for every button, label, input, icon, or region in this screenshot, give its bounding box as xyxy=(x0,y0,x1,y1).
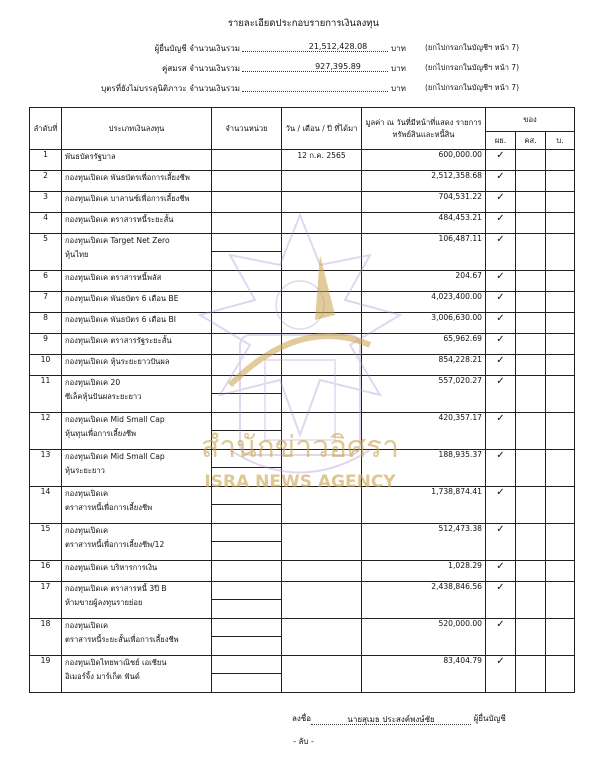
value-amount: 188,935.37 xyxy=(362,450,486,487)
investment-name xyxy=(62,561,212,582)
acquired-date xyxy=(282,292,362,313)
owner-declarant-check: ✓ xyxy=(486,292,516,313)
acquired-date xyxy=(282,561,362,582)
investment-name xyxy=(62,355,212,376)
signature-role: ผู้ยื่นบัญชี xyxy=(473,714,506,723)
table-row xyxy=(30,271,575,292)
acquired-date xyxy=(282,619,362,656)
owner-child-cell xyxy=(546,524,575,561)
value-amount: 65,962.69 xyxy=(362,334,486,355)
investment-name-line: กองทุนเปิดเค Mid Small Cap xyxy=(65,452,165,461)
owner-child-cell xyxy=(546,292,575,313)
owner-declarant-check: ✓ xyxy=(486,213,516,234)
investment-name-line: กองทุนเปิดเค ตราสารหนี้ 3ปี B xyxy=(65,584,167,593)
owner-spouse-cell xyxy=(516,487,546,524)
investment-name-line: กองทุนเปิดเค พันธบัตรเพื่อการเลี้ยงชีพ xyxy=(65,173,190,182)
investment-name xyxy=(62,524,212,561)
owner-child-cell xyxy=(546,487,575,524)
value-amount: 520,000.00 xyxy=(362,619,486,656)
investment-name-line: กองทุนเปิดเค พันธบัตร 6 เดือน BE xyxy=(65,294,179,303)
owner-spouse-cell xyxy=(516,234,546,271)
acquired-date xyxy=(282,171,362,192)
row-number: 7 xyxy=(30,292,62,313)
header-type: ประเภทเงินลงทุน xyxy=(62,108,212,150)
units-cell xyxy=(212,150,282,171)
investment-name xyxy=(62,313,212,334)
summary-dotted-line xyxy=(242,51,388,52)
investment-name-line: กองทุนเปิดเค บริหารการเงิน xyxy=(65,563,158,572)
row-number: 8 xyxy=(30,313,62,334)
value-amount: 2,438,846.56 xyxy=(362,582,486,619)
investment-name-line: กองทุนเปิดเค หุ้นระยะยาวปันผล xyxy=(65,357,170,366)
units-cell xyxy=(212,582,282,619)
value-amount: 484,453.21 xyxy=(362,213,486,234)
table-row xyxy=(30,313,575,334)
table-row xyxy=(30,450,575,487)
acquired-date xyxy=(282,334,362,355)
investment-table xyxy=(29,107,575,693)
units-cell xyxy=(212,524,282,561)
investment-name-line: ซีเล็คหุ้นปันผลระยะยาว xyxy=(65,392,142,402)
owner-child-cell xyxy=(546,234,575,271)
confidential-note: - ลับ - xyxy=(293,737,314,746)
value-amount: 83,404.79 xyxy=(362,656,486,693)
owner-child-cell xyxy=(546,561,575,582)
row-number: 17 xyxy=(30,582,62,619)
owner-child-cell xyxy=(546,150,575,171)
table-row xyxy=(30,487,575,524)
row-number: 18 xyxy=(30,619,62,656)
summary-line xyxy=(0,82,607,96)
acquired-date xyxy=(282,271,362,292)
table-row xyxy=(30,192,575,213)
row-number: 9 xyxy=(30,334,62,355)
investment-name xyxy=(62,413,212,450)
investment-name-line: กองทุนเปิดเค Target Net Zero xyxy=(65,236,170,245)
summary-label: บุตรที่ยังไม่บรรลุนิติภาวะ จำนวนเงินรวม xyxy=(101,84,240,93)
header-owner: ของ xyxy=(486,108,575,132)
investment-name-line: กองทุนเปิดเค Mid Small Cap xyxy=(65,415,165,424)
cell-divider xyxy=(212,541,281,542)
header-owner-child: บ. xyxy=(546,132,575,150)
owner-spouse-cell xyxy=(516,171,546,192)
owner-spouse-cell xyxy=(516,582,546,619)
summary-amount: 21,512,428.08 xyxy=(308,42,368,51)
value-amount: 557,020.27 xyxy=(362,376,486,413)
table-row xyxy=(30,413,575,450)
table-row xyxy=(30,656,575,693)
cell-divider xyxy=(212,251,281,252)
owner-child-cell xyxy=(546,334,575,355)
table-row xyxy=(30,171,575,192)
owner-spouse-cell xyxy=(516,355,546,376)
investment-name-line: กองทุนเปิดเค 20 xyxy=(65,378,121,387)
owner-child-cell xyxy=(546,171,575,192)
summary-dotted-line xyxy=(242,71,388,72)
owner-spouse-cell xyxy=(516,619,546,656)
summary-note: (ยกไปกรอกในบัญชีฯ หน้า 7) xyxy=(425,83,519,92)
investment-name xyxy=(62,192,212,213)
owner-spouse-cell xyxy=(516,376,546,413)
table-row xyxy=(30,234,575,271)
investment-name-line: หุ้นไทย xyxy=(65,250,89,260)
table-body xyxy=(30,150,575,693)
investment-name-line: อิเมอร์จิ้ง มาร์เก็ต ฟันด์ xyxy=(65,672,140,682)
investment-name xyxy=(62,213,212,234)
table-row xyxy=(30,582,575,619)
investment-name xyxy=(62,619,212,656)
owner-declarant-check: ✓ xyxy=(486,582,516,619)
owner-child-cell xyxy=(546,192,575,213)
investment-name-line: กองทุนเปิดเค ตราสารหนี้ระยะสั้น xyxy=(65,215,174,224)
signature-name: นายสุเมธ ประสงค์พงษ์ชัย xyxy=(311,713,471,725)
summary-dotted-line xyxy=(242,91,388,92)
header-value: มูลค่า ณ วันที่มีหน้าที่แสดง รายการทรัพย์สินและหนี้สิน xyxy=(362,108,486,150)
summary-label: คู่สมรส จำนวนเงินรวม xyxy=(161,64,240,73)
row-number: 10 xyxy=(30,355,62,376)
summary-line xyxy=(0,42,607,56)
units-cell xyxy=(212,619,282,656)
units-cell xyxy=(212,413,282,450)
row-number: 3 xyxy=(30,192,62,213)
investment-name-line: กองทุนเปิดเค ตราสารรัฐระยะสั้น xyxy=(65,336,172,345)
owner-declarant-check: ✓ xyxy=(486,524,516,561)
investment-name xyxy=(62,376,212,413)
acquired-date xyxy=(282,413,362,450)
watermark-thai-text: สำนักข่าวอิศรา xyxy=(200,430,400,465)
summary-unit: บาท xyxy=(391,84,406,93)
row-number: 6 xyxy=(30,271,62,292)
value-amount: 4,023,400.00 xyxy=(362,292,486,313)
table-row xyxy=(30,561,575,582)
acquired-date xyxy=(282,450,362,487)
value-amount: 3,006,630.00 xyxy=(362,313,486,334)
units-cell xyxy=(212,213,282,234)
owner-child-cell xyxy=(546,355,575,376)
acquired-date xyxy=(282,487,362,524)
table-row xyxy=(30,524,575,561)
cell-divider xyxy=(212,636,281,637)
value-amount: 204.67 xyxy=(362,271,486,292)
investment-name xyxy=(62,271,212,292)
owner-child-cell xyxy=(546,376,575,413)
row-number: 1 xyxy=(30,150,62,171)
row-number: 11 xyxy=(30,376,62,413)
units-cell xyxy=(212,292,282,313)
owner-spouse-cell xyxy=(516,524,546,561)
value-amount: 1,028.29 xyxy=(362,561,486,582)
row-number: 19 xyxy=(30,656,62,693)
owner-spouse-cell xyxy=(516,313,546,334)
units-cell xyxy=(212,171,282,192)
table-row xyxy=(30,150,575,171)
owner-spouse-cell xyxy=(516,213,546,234)
signature-line xyxy=(292,712,506,725)
investment-name xyxy=(62,334,212,355)
cell-divider xyxy=(212,504,281,505)
acquired-date xyxy=(282,582,362,619)
summary-label: ผู้ยื่นบัญชี จำนวนเงินรวม xyxy=(154,44,240,53)
owner-spouse-cell xyxy=(516,150,546,171)
summary-note: (ยกไปกรอกในบัญชีฯ หน้า 7) xyxy=(425,63,519,72)
owner-spouse-cell xyxy=(516,450,546,487)
investment-name-line: กองทุนเปิดเค xyxy=(65,526,109,535)
investment-name-line: กองทุนเปิดเค บาลานซ์เพื่อการเลี้ยงชีพ xyxy=(65,194,190,203)
owner-spouse-cell xyxy=(516,656,546,693)
value-amount: 704,531.22 xyxy=(362,192,486,213)
investment-name-line: พันธบัตรรัฐบาล xyxy=(65,152,116,161)
summary-line xyxy=(0,62,607,76)
owner-spouse-cell xyxy=(516,561,546,582)
value-amount: 106,487.11 xyxy=(362,234,486,271)
owner-spouse-cell xyxy=(516,334,546,355)
value-amount: 420,357.17 xyxy=(362,413,486,450)
acquired-date xyxy=(282,376,362,413)
header-owner-declarant: ผย. xyxy=(486,132,516,150)
investment-name xyxy=(62,234,212,271)
acquired-date xyxy=(282,234,362,271)
row-number: 13 xyxy=(30,450,62,487)
value-amount: 512,473.38 xyxy=(362,524,486,561)
table-row xyxy=(30,213,575,234)
value-amount: 2,512,358.68 xyxy=(362,171,486,192)
cell-divider xyxy=(212,393,281,394)
owner-declarant-check: ✓ xyxy=(486,561,516,582)
owner-declarant-check: ✓ xyxy=(486,171,516,192)
value-amount: 600,000.00 xyxy=(362,150,486,171)
owner-declarant-check: ✓ xyxy=(486,619,516,656)
table-row xyxy=(30,376,575,413)
owner-child-cell xyxy=(546,271,575,292)
investment-name-line: กองทุนเปิดเค พันธบัตร 6 เดือน BI xyxy=(65,315,176,324)
owner-spouse-cell xyxy=(516,271,546,292)
investment-name xyxy=(62,150,212,171)
summary-unit: บาท xyxy=(391,44,406,53)
row-number: 15 xyxy=(30,524,62,561)
investment-name xyxy=(62,292,212,313)
page-title: รายละเอียดประกอบรายการเงินลงทุน xyxy=(227,18,380,29)
acquired-date xyxy=(282,192,362,213)
value-amount: 854,228.21 xyxy=(362,355,486,376)
owner-child-cell xyxy=(546,450,575,487)
header-units: จำนวนหน่วย xyxy=(212,108,282,150)
units-cell xyxy=(212,376,282,413)
investment-name-line: หุ้นระยะยาว xyxy=(65,466,105,476)
row-number: 14 xyxy=(30,487,62,524)
investment-name-line: ตราสารหนี้เพื่อการเลี้ยงชีพ xyxy=(65,503,153,513)
units-cell xyxy=(212,192,282,213)
units-cell xyxy=(212,561,282,582)
owner-declarant-check: ✓ xyxy=(486,413,516,450)
owner-child-cell xyxy=(546,313,575,334)
investment-name-line: กองทุนเปิดเค xyxy=(65,489,109,498)
row-number: 5 xyxy=(30,234,62,271)
owner-declarant-check: ✓ xyxy=(486,271,516,292)
owner-declarant-check: ✓ xyxy=(486,313,516,334)
owner-declarant-check: ✓ xyxy=(486,376,516,413)
acquired-date xyxy=(282,656,362,693)
owner-child-cell xyxy=(546,413,575,450)
investment-name-line: กองทุนเปิดเค ตราสารหนี้พลัส xyxy=(65,273,162,282)
cell-divider xyxy=(212,673,281,674)
owner-child-cell xyxy=(546,582,575,619)
table-row xyxy=(30,619,575,656)
units-cell xyxy=(212,450,282,487)
owner-declarant-check: ✓ xyxy=(486,150,516,171)
owner-spouse-cell xyxy=(516,292,546,313)
investment-name xyxy=(62,487,212,524)
units-cell xyxy=(212,334,282,355)
owner-child-cell xyxy=(546,619,575,656)
units-cell xyxy=(212,313,282,334)
row-number: 12 xyxy=(30,413,62,450)
owner-declarant-check: ✓ xyxy=(486,355,516,376)
owner-spouse-cell xyxy=(516,413,546,450)
header-no: ลำดับที่ xyxy=(30,108,62,150)
investment-name xyxy=(62,582,212,619)
investment-name-line: กองทุนเปิดไทยพาณิชย์ เอเชียน xyxy=(65,658,167,667)
cell-divider xyxy=(212,599,281,600)
table-row xyxy=(30,292,575,313)
acquired-date xyxy=(282,524,362,561)
owner-declarant-check: ✓ xyxy=(486,234,516,271)
owner-spouse-cell xyxy=(516,192,546,213)
table-row xyxy=(30,355,575,376)
acquired-date xyxy=(282,213,362,234)
units-cell xyxy=(212,355,282,376)
row-number: 4 xyxy=(30,213,62,234)
cell-divider xyxy=(212,430,281,431)
units-cell xyxy=(212,656,282,693)
owner-declarant-check: ✓ xyxy=(486,656,516,693)
row-number: 2 xyxy=(30,171,62,192)
investment-name-line: ห้ามขายผู้ลงทุนรายย่อย xyxy=(65,598,143,608)
owner-child-cell xyxy=(546,656,575,693)
acquired-date: 12 ก.ค. 2565 xyxy=(282,150,362,171)
row-number: 16 xyxy=(30,561,62,582)
units-cell xyxy=(212,487,282,524)
units-cell xyxy=(212,234,282,271)
header-owner-spouse: คส. xyxy=(516,132,546,150)
investment-name-line: กองทุนเปิดเค xyxy=(65,621,109,630)
owner-declarant-check: ✓ xyxy=(486,192,516,213)
summary-unit: บาท xyxy=(391,64,406,73)
summary-note: (ยกไปกรอกในบัญชีฯ หน้า 7) xyxy=(425,43,519,52)
watermark-en-text: ISRA NEWS AGENCY xyxy=(204,472,396,492)
investment-name xyxy=(62,656,212,693)
units-cell xyxy=(212,271,282,292)
table-row xyxy=(30,334,575,355)
acquired-date xyxy=(282,355,362,376)
investment-name xyxy=(62,450,212,487)
value-amount: 1,738,874.41 xyxy=(362,487,486,524)
owner-declarant-check: ✓ xyxy=(486,334,516,355)
investment-name xyxy=(62,171,212,192)
investment-name-line: ตราสารหนี้เพื่อการเลี้ยงชีพ/12 xyxy=(65,540,165,550)
investment-name-line: ตราสารหนี้ระยะสั้นเพื่อการเลี้ยงชีพ xyxy=(65,635,179,645)
cell-divider xyxy=(212,467,281,468)
investment-name-line: หุ้นทุนเพื่อการเลี้ยงชีพ xyxy=(65,429,137,439)
owner-declarant-check: ✓ xyxy=(486,450,516,487)
header-date: วัน / เดือน / ปี ที่ได้มา xyxy=(282,108,362,150)
owner-child-cell xyxy=(546,213,575,234)
signature-prefix: ลงชื่อ xyxy=(292,714,312,723)
owner-declarant-check: ✓ xyxy=(486,487,516,524)
summary-amount: 927,395.89 xyxy=(315,62,361,71)
acquired-date xyxy=(282,313,362,334)
